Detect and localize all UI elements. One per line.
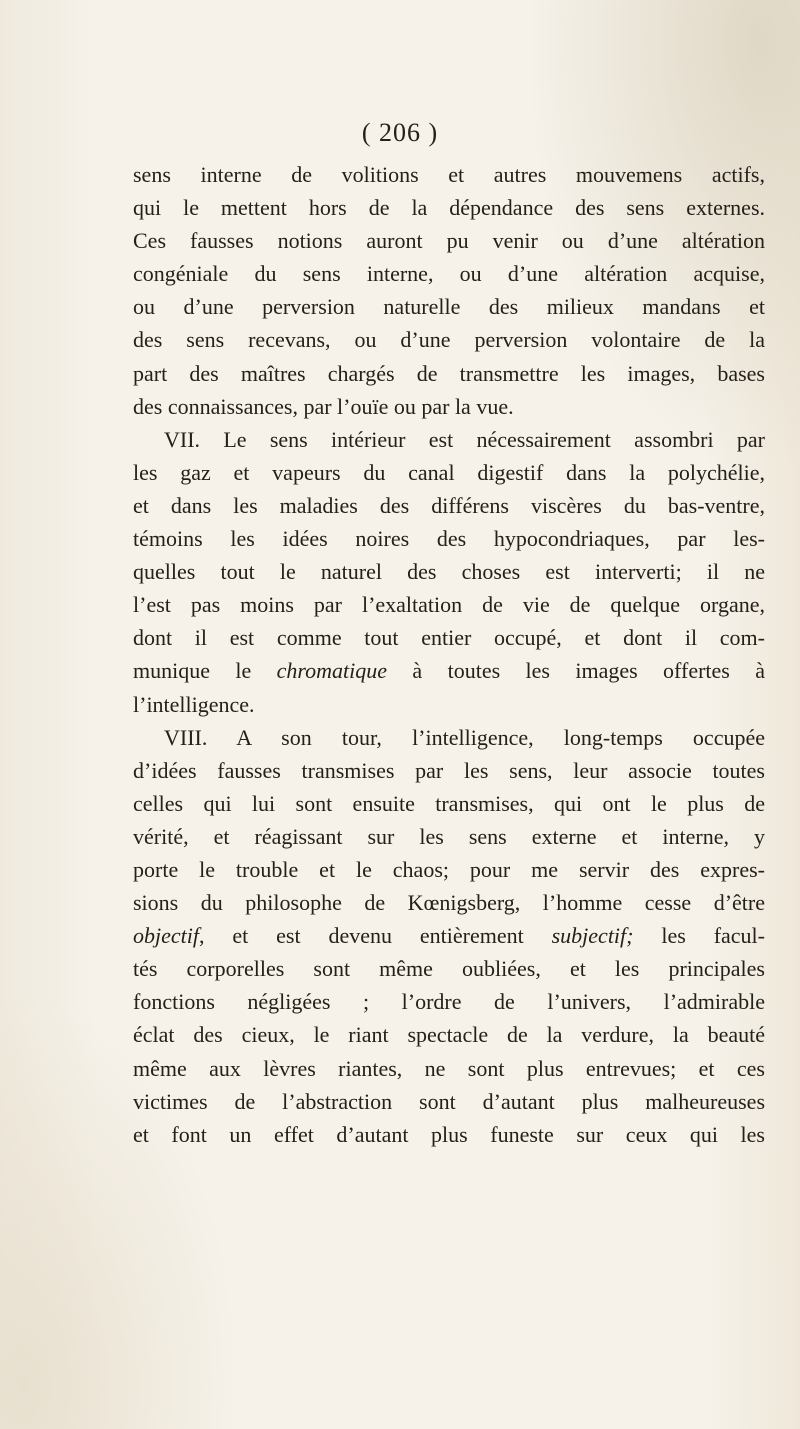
text-line: congéniale du sens interne, ou d’une altération acquise, xyxy=(133,261,765,287)
text-segment: munique le xyxy=(133,658,277,684)
italic-term: objectif xyxy=(133,923,199,949)
text-line xyxy=(133,654,765,687)
text-line: celles qui lui sont ensuite transmises, qui ont le plus de xyxy=(133,790,765,816)
text-line: VII. Le sens intérieur est nécessairement assombri par xyxy=(164,426,765,452)
text-line: et dans les maladies des différens viscères du bas-ventre, xyxy=(133,492,765,518)
italic-term: chromatique xyxy=(276,658,388,684)
text-line: fonctions négligées ; l’ordre de l’univers, l’admirable xyxy=(133,989,765,1015)
text-line: même aux lèvres riantes, ne sont plus entrevues; et ces xyxy=(133,1055,765,1081)
text-line: qui le mettent hors de la dépendance des sens externes. xyxy=(133,195,765,221)
text-line: porte le trouble et le chaos; pour me servir des expres- xyxy=(133,856,765,882)
text-line: les gaz et vapeurs du canal digestif dans la polychélie, xyxy=(133,459,765,485)
text-line: éclat des cieux, le riant spectacle de la verdure, la beauté xyxy=(133,1022,765,1048)
text-line: d’idées fausses transmises par les sens, leur associe toutes xyxy=(133,757,765,783)
text-segment: à toutes les images offertes à xyxy=(387,658,765,684)
text-line: dont il est comme tout entier occupé, et dont il com- xyxy=(133,625,765,651)
text-line: l’est pas moins par l’exaltation de vie de quelque organe, xyxy=(133,592,765,618)
text-segment: les facul- xyxy=(633,923,765,949)
text-line: part des maîtres chargés de transmettre les images, bases xyxy=(133,360,765,386)
text-line: des sens recevans, ou d’une perversion volontaire de la xyxy=(133,327,765,353)
text-line: et font un effet d’autant plus funeste sur ceux qui les xyxy=(133,1121,765,1147)
text-line: témoins les idées noires des hypocondriaques, par les- xyxy=(133,526,765,552)
text-line: tés corporelles sont même oubliées, et les principales xyxy=(133,956,765,982)
text-line xyxy=(133,919,765,952)
text-line: sions du philosophe de Kœnigsberg, l’homme cesse d’être xyxy=(133,890,765,916)
text-line: l’intelligence. xyxy=(133,691,255,717)
text-segment: , et est devenu entièrement xyxy=(198,923,552,949)
text-line: quelles tout le naturel des choses est interverti; il ne xyxy=(133,559,765,585)
text-line: des connaissances, par l’ouïe ou par la vue. xyxy=(133,393,514,419)
page-number: ( 206 ) xyxy=(361,118,439,147)
text-line: sens interne de volitions et autres mouvemens actifs, xyxy=(133,162,765,187)
text-line: VIII. A son tour, l’intelligence, long-temps occupée xyxy=(164,724,765,750)
body-text xyxy=(133,158,765,1151)
text-line: Ces fausses notions auront pu venir ou d’une altération xyxy=(133,228,765,254)
text-line: victimes de l’abstraction sont d’autant plus malheureuses xyxy=(133,1088,765,1114)
text-line: ou d’une perversion naturelle des milieux mandans et xyxy=(133,294,765,320)
italic-term: subjectif; xyxy=(551,923,634,949)
text-line: vérité, et réagissant sur les sens externe et interne, y xyxy=(133,823,765,849)
